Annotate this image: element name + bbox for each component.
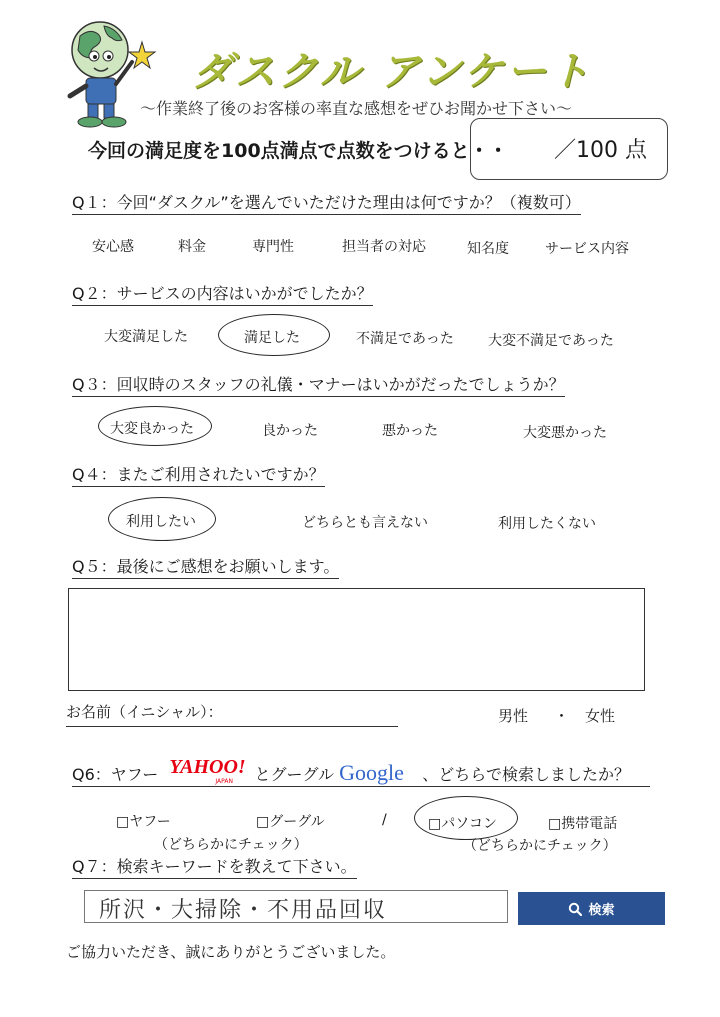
magnifier-icon xyxy=(568,902,582,916)
q6-opt-mobile[interactable]: □携帯電話 xyxy=(548,816,618,832)
q1-option[interactable]: サービス内容 xyxy=(545,241,629,257)
q6-label xyxy=(72,756,650,787)
q4-option-selected[interactable]: 利用したい xyxy=(126,514,196,530)
q7-label: Q７：検索キーワードを教えて下さい。 xyxy=(72,854,357,879)
q1-option[interactable]: 担当者の対応 xyxy=(342,239,426,255)
q1-option[interactable]: 知名度 xyxy=(467,241,509,257)
survey-subtitle: ～作業終了後のお客様の率直な感想をぜひお聞かせ下さい～ xyxy=(140,99,573,118)
q6-note-left: （どちらかにチェック） xyxy=(154,837,308,853)
search-button[interactable] xyxy=(518,892,665,925)
q3-option-selected[interactable]: 大変良かった xyxy=(110,421,194,437)
gender-male[interactable]: 男性 xyxy=(498,707,529,725)
q4-option[interactable]: どちらとも言えない xyxy=(302,515,428,531)
q2-option[interactable]: 大変不満足であった xyxy=(488,333,614,349)
survey-title: ダスクル アンケート xyxy=(192,49,593,95)
name-input-line[interactable] xyxy=(66,726,398,727)
q1-option[interactable]: 料金 xyxy=(178,239,206,255)
q6-prefix: Q6：ヤフー xyxy=(72,765,159,784)
q4-label: Q４：またご利用されたいですか？ xyxy=(72,462,325,487)
q3-option[interactable]: 良かった xyxy=(262,423,318,439)
q3-option[interactable]: 大変悪かった xyxy=(523,425,607,441)
keyword-input[interactable] xyxy=(84,890,508,923)
q1-option[interactable]: 専門性 xyxy=(252,239,294,255)
q6-middle: とグーグル xyxy=(254,765,335,784)
keyword-text: 所沢・大掃除・不用品回収 xyxy=(99,898,388,923)
q2-option[interactable]: 大変満足した xyxy=(104,329,188,345)
q2-option[interactable]: 不満足であった xyxy=(356,331,454,347)
score-suffix: ／100 点 xyxy=(554,138,647,163)
search-button-label: 検索 xyxy=(588,903,615,918)
name-label: お名前（イニシャル）： xyxy=(66,703,223,721)
q6-opt-yahoo[interactable]: □ヤフー xyxy=(116,814,171,830)
q5-label: Q５：最後にご感想をお願いします。 xyxy=(72,554,339,579)
yahoo-logo-sub: JAPAN xyxy=(215,778,233,785)
q3-label: Q３：回収時のスタッフの礼儀・マナーはいかがだったでしょうか？ xyxy=(72,372,565,397)
gender-female[interactable]: 女性 xyxy=(585,707,616,725)
comment-box[interactable] xyxy=(68,588,645,691)
q2-option-selected[interactable]: 満足した xyxy=(244,330,300,346)
q6-separator: / xyxy=(382,812,387,828)
q6-opt-google[interactable]: □グーグル xyxy=(256,814,325,830)
q3-option[interactable]: 悪かった xyxy=(382,423,438,439)
q6-suffix: 、どちらで検索しましたか？ xyxy=(422,765,631,784)
q4-option[interactable]: 利用したくない xyxy=(498,516,596,532)
q1-option[interactable]: 安心感 xyxy=(92,239,134,255)
q2-label: Q２：サービスの内容はいかがでしたか？ xyxy=(72,281,373,306)
gender-separator: ・ xyxy=(554,707,570,725)
q6-note-right: （どちらかにチェック） xyxy=(463,838,617,854)
q1-label: Q１：今回“ダスクル”を選んでいただけた理由は何ですか？（複数可） xyxy=(72,190,581,215)
thanks-text: ご協力いただき、誠にありがとうございました。 xyxy=(66,943,396,961)
score-box[interactable] xyxy=(470,118,668,180)
yahoo-logo-text: YAHOO! xyxy=(169,756,246,778)
q6-opt-pc[interactable]: □パソコン xyxy=(428,816,497,832)
score-question: 今回の満足度を100点満点で点数をつけると・・ xyxy=(88,140,508,162)
yahoo-logo xyxy=(163,756,249,785)
google-logo: Google xyxy=(339,760,404,785)
